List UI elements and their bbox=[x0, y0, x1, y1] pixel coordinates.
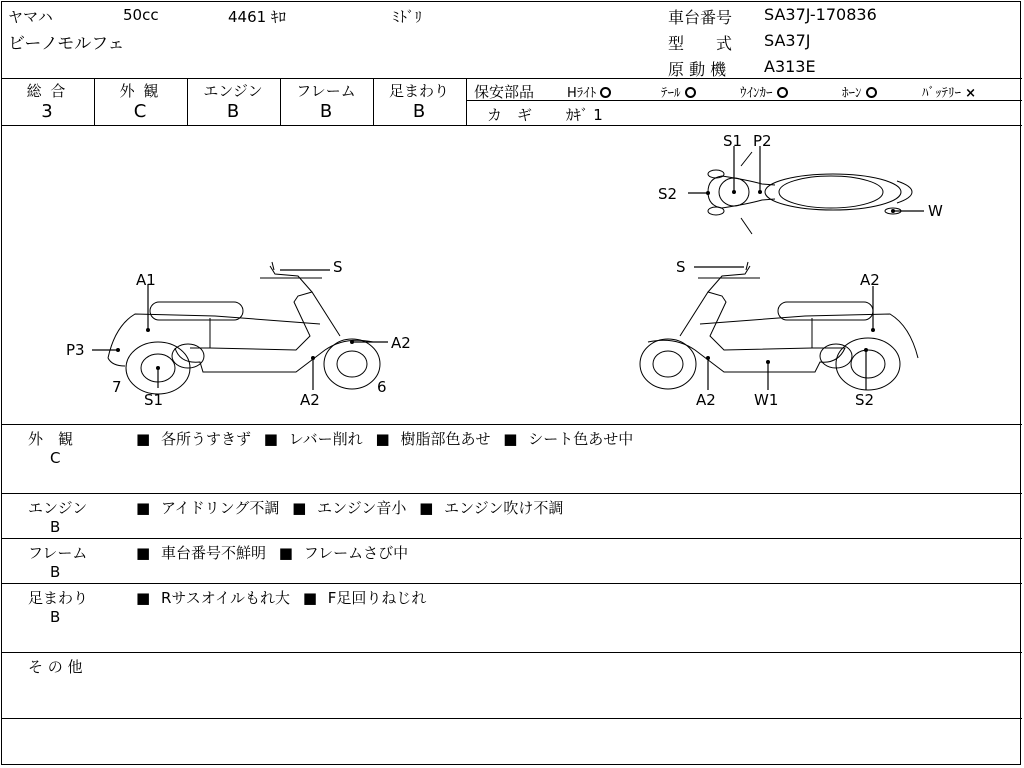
engine-label: 原 動 機 bbox=[668, 60, 727, 79]
diagram-label: P3 bbox=[66, 341, 85, 359]
comment: F足回りねじれ bbox=[327, 589, 427, 607]
grade-overall-value: 3 bbox=[41, 101, 53, 122]
diagram-label: S2 bbox=[855, 391, 875, 409]
bullet-square-icon: ■ bbox=[136, 430, 151, 448]
comment: 各所うすきず bbox=[160, 430, 251, 448]
bullet-square-icon: ■ bbox=[292, 499, 307, 517]
section-exterior-label: 外 観 bbox=[28, 430, 74, 448]
ng-cross-icon: × bbox=[965, 86, 977, 101]
diagram-label: W bbox=[928, 202, 943, 220]
bullet-square-icon: ■ bbox=[263, 430, 278, 448]
color: ﾐﾄﾞﾘ bbox=[392, 8, 423, 26]
safety-item-label: ﾃｰﾙ bbox=[661, 86, 681, 101]
comment: 樹脂部色あせ bbox=[400, 430, 491, 448]
ok-circle-icon bbox=[600, 87, 611, 98]
key-label: カ ギ bbox=[487, 106, 533, 124]
frame-no-label: 車台番号 bbox=[668, 8, 733, 27]
scooter-damage-diagram bbox=[0, 126, 1022, 424]
section-engine-grade: B bbox=[50, 518, 61, 536]
diagram-label: A2 bbox=[860, 271, 880, 289]
safety-item-label: ｳｲﾝｶｰ bbox=[740, 86, 773, 101]
diagram-label: S2 bbox=[658, 185, 678, 203]
grade-suspension-value: B bbox=[412, 101, 426, 122]
section-suspension-label: 足まわり bbox=[28, 589, 89, 607]
diagram-label: A2 bbox=[391, 334, 411, 352]
type-value: SA37J bbox=[764, 31, 811, 50]
model-name: ビーノモルフェ bbox=[8, 34, 125, 54]
type-label: 型 式 bbox=[668, 34, 733, 53]
frame-no-value: SA37J-170836 bbox=[764, 5, 877, 24]
section-engine-label: エンジン bbox=[28, 499, 88, 517]
grade-engine-label: エンジン bbox=[203, 82, 263, 100]
section-engine-items bbox=[136, 497, 571, 518]
diagram-label: A2 bbox=[300, 391, 320, 409]
grade-suspension-label: 足まわり bbox=[388, 82, 449, 100]
section-divider bbox=[1, 538, 1022, 539]
bullet-square-icon: ■ bbox=[136, 544, 151, 562]
grade-frame-value: B bbox=[319, 101, 333, 122]
comment: Rサスオイルもれ大 bbox=[160, 589, 291, 607]
bullet-square-icon: ■ bbox=[136, 499, 151, 517]
section-suspension-items bbox=[136, 587, 434, 608]
comment: エンジン音小 bbox=[317, 499, 407, 517]
safety-item-battery bbox=[922, 82, 976, 101]
section-exterior-grade: C bbox=[50, 449, 61, 467]
displacement: 50cc bbox=[123, 6, 159, 24]
mileage: 4461 ｷﾛ bbox=[228, 8, 286, 26]
bullet-square-icon: ■ bbox=[419, 499, 434, 517]
section-frame-label: フレーム bbox=[28, 544, 88, 562]
diagram-bottom-line bbox=[1, 424, 1022, 425]
maker: ヤマハ bbox=[8, 8, 53, 26]
divider bbox=[466, 78, 467, 125]
safety-item-label: ﾎｰﾝ bbox=[842, 86, 862, 101]
leader-lines bbox=[92, 146, 924, 390]
section-frame-items bbox=[136, 542, 416, 563]
diagram-label: 6 bbox=[377, 378, 387, 396]
diagram-label: 7 bbox=[112, 378, 122, 396]
safety-item-label: ﾊﾞｯﾃﾘｰ bbox=[922, 86, 961, 101]
comment: エンジン吹け不調 bbox=[444, 499, 564, 517]
safety-item-winker bbox=[740, 82, 788, 101]
comment: アイドリング不調 bbox=[160, 499, 280, 517]
section-frame-grade: B bbox=[50, 563, 61, 581]
safety-item-label: Hﾗｲﾄ bbox=[567, 86, 597, 101]
ok-circle-icon bbox=[777, 87, 788, 98]
bullet-square-icon: ■ bbox=[375, 430, 390, 448]
grade-exterior-value: C bbox=[133, 101, 147, 122]
diagram-label: W1 bbox=[754, 391, 779, 409]
comment: フレームさび中 bbox=[303, 544, 409, 562]
section-divider bbox=[1, 493, 1022, 494]
damage-points bbox=[116, 190, 895, 370]
section-divider bbox=[1, 583, 1022, 584]
ok-circle-icon bbox=[866, 87, 877, 98]
scooter-top-view bbox=[708, 152, 912, 234]
grade-exterior-label: 外 観 bbox=[119, 82, 161, 100]
diagram-label: S bbox=[676, 258, 686, 276]
grade-frame-label: フレーム bbox=[296, 82, 356, 100]
section-suspension-grade: B bbox=[50, 608, 61, 626]
diagram-label: S bbox=[333, 258, 343, 276]
engine-value: A313E bbox=[764, 57, 816, 76]
section-divider bbox=[1, 718, 1022, 719]
key-value: ｶｷﾞ 1 bbox=[566, 106, 603, 124]
safety-label: 保安部品 bbox=[474, 83, 535, 101]
diagram-label: P2 bbox=[753, 132, 772, 150]
bullet-square-icon: ■ bbox=[302, 589, 318, 607]
grade-overall-label: 総 合 bbox=[26, 82, 68, 100]
bullet-square-icon: ■ bbox=[503, 430, 518, 448]
grade-row-top-line bbox=[1, 78, 1022, 79]
diagram-label: S1 bbox=[144, 391, 164, 409]
comment: レバー削れ bbox=[288, 430, 363, 448]
safety-item-headlight bbox=[567, 82, 611, 101]
safety-item-tail bbox=[661, 82, 696, 101]
grade-engine-value: B bbox=[226, 101, 240, 122]
comment: 車台番号不鮮明 bbox=[160, 544, 266, 562]
comment: シート色あせ中 bbox=[528, 430, 634, 448]
bullet-square-icon: ■ bbox=[136, 589, 151, 607]
bullet-square-icon: ■ bbox=[278, 544, 293, 562]
section-exterior-items bbox=[136, 428, 641, 449]
diagram-label: S1 bbox=[723, 132, 743, 150]
safety-item-horn bbox=[842, 82, 877, 101]
diagram-label: A1 bbox=[136, 271, 156, 289]
section-other-label: そ の 他 bbox=[28, 658, 83, 676]
diagram-label: A2 bbox=[696, 391, 716, 409]
section-divider bbox=[1, 652, 1022, 653]
ok-circle-icon bbox=[685, 87, 696, 98]
